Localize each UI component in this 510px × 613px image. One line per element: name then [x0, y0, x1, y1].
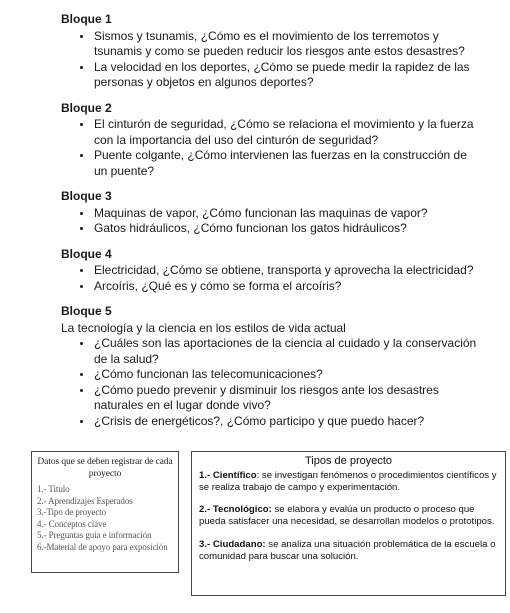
tipos-proyecto-box — [191, 451, 506, 596]
tipo-name: 3.- Ciudadano: — [199, 538, 266, 550]
bloque-section — [61, 101, 481, 180]
bloque-items — [61, 263, 481, 294]
bloque-title: Bloque 5 — [61, 304, 112, 318]
bloque-section — [61, 304, 481, 429]
bloque-title: Bloque 3 — [61, 189, 112, 203]
list-item: • Arcoíris, ¿Qué es y cómo se forma el arcoíris? — [93, 279, 481, 295]
tipo-item — [199, 470, 498, 494]
bloque-section — [61, 247, 481, 295]
datos-item: 6.-Material de apoyo para exposición — [37, 541, 168, 552]
list-item: • La velocidad en los deportes, ¿Cómo se puede medir la rapidez de las personas y objetos en algunos deportes? — [93, 60, 481, 91]
bloque-title: Bloque 1 — [61, 12, 112, 26]
datos-items — [37, 484, 173, 554]
list-item: • ¿Cómo puedo prevenir y disminuir los riesgos ante los desastres naturales en el lugar donde vivo? — [93, 383, 481, 414]
bloque-items — [61, 336, 481, 429]
tipo-desc: se analiza una situación problemática de la escuela o comunidad para buscar una solución. — [199, 538, 496, 562]
bloque-section — [61, 189, 481, 237]
list-item: • ¿Crisis de energéticos?, ¿Cómo participo y que puedo hacer? — [93, 414, 481, 430]
bloque-title: Bloque 4 — [61, 246, 112, 261]
datos-item: 1.- Titulo — [37, 484, 70, 494]
tipos-items — [199, 470, 498, 563]
datos-item: 2.- Aprendizajes Esperados — [37, 495, 133, 506]
datos-item: 4.- Conceptos clave — [37, 518, 107, 529]
bloque-items — [61, 29, 481, 91]
tipo-item — [199, 539, 498, 563]
datos-item: 5.- Preguntas guía e información — [37, 530, 152, 541]
datos-proyecto-box — [31, 451, 179, 573]
list-item: • Gatos hidráulicos, ¿Cómo funcionan los gatos hidráulicos? — [93, 221, 481, 237]
list-item: • Electricidad, ¿Cómo se obtiene, transporta y aprovecha la electricidad? — [93, 263, 481, 279]
bloque-title: Bloque 2 — [61, 100, 112, 115]
tipo-item — [199, 504, 498, 528]
tipo-desc: : se investigan fenómenos o procedimientos científicos y se realiza trabajo de campo y experimentación. — [199, 469, 497, 493]
list-item: • El cinturón de seguridad, ¿Cómo se relaciona el movimiento y la fuerza con la importancia del uso del cinturón de seguridad? — [93, 117, 481, 148]
list-item: • Puente colgante, ¿Cómo intervienen las fuerzas en la construcción de un puente? — [93, 148, 481, 179]
bloque-items — [61, 206, 481, 237]
bloque-section — [61, 12, 481, 91]
bloque-intro: La tecnología y la ciencia en los estilos de vida actual — [61, 320, 346, 335]
datos-title: Datos que se deben registrar de cada proyecto — [37, 457, 173, 479]
list-item: • ¿Cómo funcionan las telecomunicaciones? — [93, 367, 481, 383]
list-item: • Maquinas de vapor, ¿Cómo funcionan las maquinas de vapor? — [93, 206, 481, 222]
bloque-items — [61, 117, 481, 179]
datos-item: 3.-Tipo de proyecto — [37, 507, 107, 518]
list-item: • ¿Cuáles son las aportaciones de la ciencia al cuidado y la conservación de la salud? — [93, 336, 481, 367]
tipos-title: Tipos de proyecto — [304, 455, 393, 467]
tipo-name: 1.- Científico — [199, 469, 257, 481]
tipo-name: 2.- Tecnológico: — [199, 504, 272, 516]
tipo-desc: se elabora y evalúa un producto o proceso que pueda satisfacer una necesidad, se desarrollan modelos o prototipos. — [199, 504, 495, 528]
list-item: • Sismos y tsunamis, ¿Cómo es el movimiento de los terremotos y tsunamis y como se pueden reducir los riesgos ante estos desastres? — [93, 29, 481, 60]
bloques-list — [61, 12, 481, 439]
